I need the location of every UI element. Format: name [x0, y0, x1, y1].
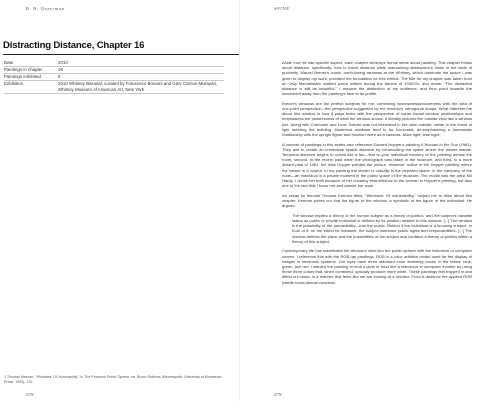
- footnote: 1 Thomas Keenan, "Windows: Of Vulnerability," in The Phantom Public Sphere, ed. Bruce Robbins (Minneapolis: University of Minnesota Press, 1993), 132.: [4, 375, 222, 384]
- meta-row-date: [4, 60, 224, 67]
- meta-value: 29: [58, 67, 63, 72]
- meta-value: 9: [58, 74, 61, 79]
- meta-value: 2010: [58, 60, 68, 65]
- running-head-left: R. H. Quaytman: [26, 6, 65, 11]
- meta-key: Paintings in chapter: [4, 67, 43, 72]
- meta-row-paintings-exhibited: [4, 74, 224, 81]
- chapter-metadata-table: [4, 60, 224, 94]
- page-number-right: 279: [274, 392, 282, 397]
- right-page: [240, 0, 480, 401]
- title-divider: [3, 54, 240, 55]
- body-paragraph: Breuer's windows are the perfect subjects for me, combining windowness/pictureness with the idea of one-point perspective—the perspective suggested by the window's orthogonal shape. What interests me about this window is how it plays tricks with the perspective of usual frontal window relationships and emphasizes the picturesness of what the window shows. It literally pictures the outside view like a window jiun. Along with Corbusier and Loos, Breuer was not interested in the view outside, rather in the event of light entering the building. Modernist windows tend to be horizontal, de-emphasizing a humanistic relationship with the upright figure and function more as a caesura. More light, less sight.: [282, 100, 472, 138]
- meta-value: 2010 Whitney Biennial, curated by Francesco Bonami and Gary Carrion-Murayari, Whitney Museum of American Art, New York: [58, 81, 218, 92]
- body-paragraph: Contemporary life has substituted the window's view into the public sphere with the television or computer screen. I reference this with the RGB ray paintings. RGB is a color additive model used for the display of images in electronic systems. Our eyes have three standard color detecting cones in the retina: blue, green, and red. I wanted the painting to emit a glow or buzz like a television or computer monitor by using these three colors that, when combined, optically produce more white. These paintings feel trapped in and affect our vision in a manner that feels like we are looking at a monitor. From a distance the applied RGB palette looks almost colorless.: [282, 248, 472, 285]
- chapter-title: Distracting Distance, Chapter 16: [3, 40, 145, 51]
- body-paragraph: A number of paintings in this series also reference Edward Hopper's painting A Woman in the Sun (1961). They aim to create an immediate spatial distance by constructing the space where the viewer stands. Temporal distance begins to unfold like a fan—first to your individual memory of the painting across the room, second, to the recent past when the photograph was taken in the museum, and third, to a more distant past of 1961, the date Hopper painted the picture. However, unlike in the Hopper painting where the viewer is a voyeur, in my painting the viewer is virtually in the depicted space, in the company of the nude—an individual in a private moment in the public space of the museum. The model was the artist Kili Hardy. I chose her both because of her uncanny resemblance to the woman in Hopper's painting, but also due to the fact that I know her and admire her work.: [282, 141, 472, 189]
- body-paragraph: An essay by theorist Thomas Keenan titled, "Windows: Of Vulnerability," helped me to think about this chapter. Keenan points out that the figure of the window, a symbolic of the figure of the individual. He argues:: [282, 192, 472, 209]
- block-quote: The window implies a theory of the human subject as a theory of politics, and the subject's variable status as public or private individual is defined by its position relative to this window. [...] The window is the possibility of the permeability—into the public. Behind it the individual is a knowing subject. In front of it, on the street for instance, the subject assumes public rights and responsibilities. [...] The window defines the place and the possibilities of the subject and contains a theory of politics within a theory of this subject.: [292, 212, 472, 244]
- body-text: [282, 60, 472, 289]
- meta-row-paintings-in-chapter: [4, 67, 224, 74]
- meta-key: Date: [4, 60, 14, 65]
- meta-key: Exhibition: [4, 81, 24, 86]
- page-number-left: 278: [26, 392, 34, 397]
- running-head-right: SPINE: [274, 6, 290, 11]
- body-paragraph: Aside from its site-specific aspect, each chapter develops formal ideas about painting. This chapter thinks about distance, specifically, how to insert distance while maintaining abstraction's claim to the facts of proximity. Marcel Breuer's iconic, north-facing windows at the Whitney, which dominate the space I was given to display my work, provided the foundation for this exhibit. The title for my chapter was taken from an Osip Mandelstam untitled poem written during the famine of 1932/33, and reads: "The distracted distance is still as beautiful." I assume the distinction of my audience, and thus point towards the movement away from the painting's face to its profile.: [282, 60, 472, 97]
- meta-key: Paintings exhibited: [4, 74, 41, 79]
- meta-row-exhibition: [4, 81, 224, 94]
